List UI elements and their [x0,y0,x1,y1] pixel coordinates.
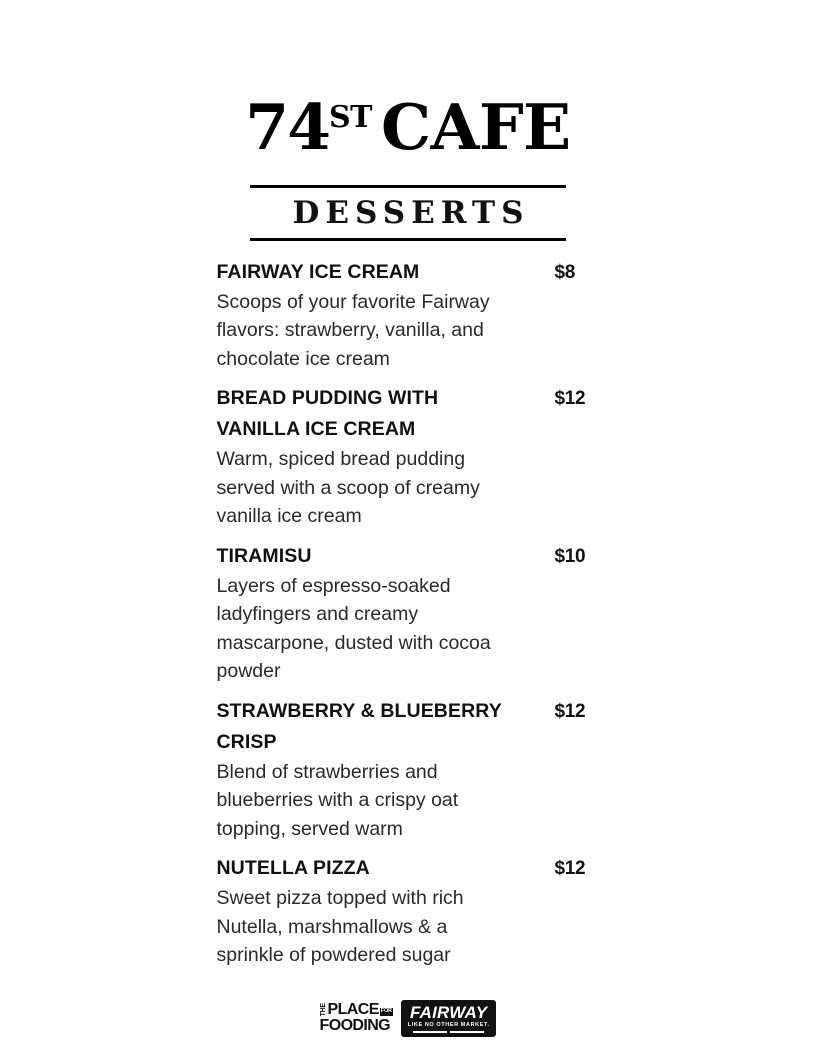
menu-item-description-line: Nutella, marshmallows & a [216,915,448,938]
menu-item-price: $8 [554,261,576,283]
menu-item-description-line: topping, served warm [216,817,403,840]
the-place-for-fooding-logo [320,1002,393,1035]
menu-item-description [217,288,517,374]
menu-item-description [217,884,517,970]
menu-item-description-line: Scoops of your favorite Fairway [216,290,490,313]
menu-item-price: $10 [554,545,586,567]
menu-item [217,257,601,374]
menu-item [217,541,601,686]
menu-item-title: STRAWBERRY & BLUEBERRY CRISP [216,699,502,753]
brand-number: 74 [245,90,329,164]
menu-item [217,853,601,970]
page-title [0,90,816,164]
menu-item-description-line: ladyfingers and creamy [216,603,419,626]
fairway-logo [401,1000,497,1037]
fooding-place-text: PLACE [327,1000,379,1018]
fairway-rule-right [450,1031,484,1033]
menu-item-header [217,696,601,758]
masthead [0,0,816,164]
menu-item-description [217,758,517,844]
menu-item-description-line: chocolate ice cream [216,347,390,370]
menu-item-price: $12 [554,700,586,722]
menu-item-title: BREAD PUDDING WITH VANILLA ICE CREAM [216,387,439,441]
section-rule-bottom [250,238,566,241]
menu-item-title: FAIRWAY ICE CREAM [216,260,420,283]
menu-item-price: $12 [554,388,586,410]
menu-item-description-line: served with a scoop of creamy [216,476,480,499]
menu-item [217,696,601,844]
menu-item-description-line: sprinkle of powdered sugar [216,944,451,967]
menu-list [216,257,601,970]
section-heading-block [250,185,566,241]
menu-item-description-line: Blend of strawberries and [216,760,438,783]
menu-item-header [217,383,601,445]
menu-item-title: TIRAMISU [216,544,312,567]
menu-item-header [217,541,601,572]
fooding-fooding-text: FOODING [319,1016,391,1034]
menu-item-description-line: Sweet pizza topped with rich [216,887,464,910]
menu-item-header [217,257,601,288]
menu-item-description-line: flavors: strawberry, vanilla, and [216,319,484,342]
menu-item-description-line: vanilla ice cream [216,505,362,528]
fairway-rule-left [413,1031,447,1033]
menu-item-description [217,445,517,531]
section-title: DESSERTS [292,195,530,231]
menu-item [217,383,601,531]
menu-item-description-line: blueberries with a crispy oat [216,789,459,812]
fooding-the-text: THE [319,1003,327,1017]
fooding-for-badge: FOR [380,1008,392,1015]
menu-item-description-line: Warm, spiced bread pudding [216,448,466,471]
menu-item-description [217,572,517,686]
menu-item-description-line: Layers of espresso-soaked [216,574,451,597]
fairway-brand-text: FAIRWAY [409,1003,488,1022]
brand-word: CAFE [380,90,571,164]
menu-item-price: $12 [554,858,586,880]
brand-ordinal-suffix: ST [328,100,372,135]
menu-item-description-line: mascarpone, dusted with cocoa [216,631,491,654]
menu-item-header [217,853,601,884]
menu-item-description-line: powder [216,660,281,683]
footer-logos [0,1000,816,1037]
fairway-tagline: LIKE NO OTHER MARKET. [407,1022,490,1028]
menu-item-title: NUTELLA PIZZA [216,857,370,880]
fairway-rule-decoration [408,1031,490,1033]
